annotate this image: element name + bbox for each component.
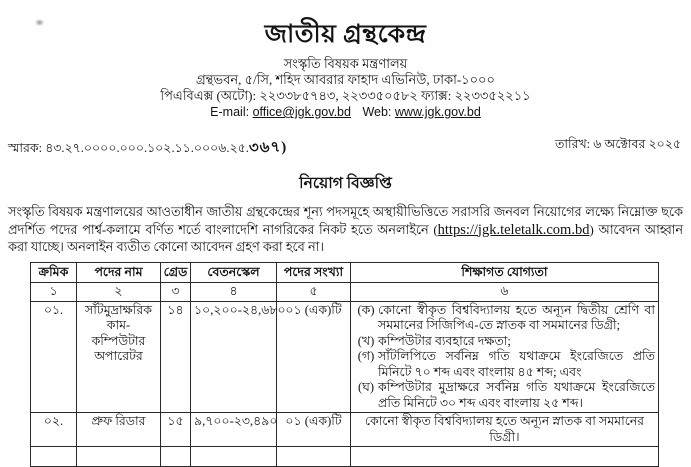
org-ministry: সংস্কৃতি বিষয়ক মন্ত্রণালয় [0,56,691,72]
website-link[interactable]: www.jgk.gov.bd [395,105,481,119]
table-header-row [31,262,659,283]
org-contact-line [0,104,691,120]
table-column-number-row [31,283,659,302]
qualification-text: কম্পিউটার ব্যবহারে দক্ষতা; [378,334,655,350]
row2-grade: ১৫ [161,413,191,447]
col-header-serial: ক্রমিক [31,262,77,283]
col-number-3: ৩ [161,283,191,302]
row1-num-posts: ০১ (এক)টি [277,301,351,413]
notice-heading: নিয়োগ বিজ্ঞপ্তি [0,171,691,197]
intro-text-after-link: ) আবেদন আহ্বান করা যাচ্ছে। অনলাইন ব্যতীত কোনো আবেদন গ্রহণ করা হবে না। [8,223,683,255]
org-title: জাতীয় গ্রন্থকেন্দ্র [0,22,691,47]
org-address: গ্রন্থভবন, ৫/সি, শহিদ আবরার ফাহাদ এভিনিউ, ঢাকা-১০০০ [0,72,691,88]
table-row [31,413,659,447]
col-header-pay-scale: বেতনস্কেল [191,262,277,283]
row1-serial: ০১. [31,301,77,413]
web-label: Web: [362,105,391,119]
row2-num-posts: ০১ (এক)টি [277,413,351,447]
row2-qualification: কোনো স্বীকৃত বিশ্ববিদ্যালয় হতে অন্যূন স্নাতক বা সমমানের ডিগ্রী। [351,413,659,447]
row1-qualifications [351,301,659,413]
vacancy-table [30,262,659,467]
row1-grade: ১৪ [161,301,191,413]
qualification-label: (ক) [354,303,378,334]
qualification-item [354,303,655,334]
qualification-text: সাঁটলিপিতে সর্বনিম্ন গতি যথাক্রমে ইংরেজিতে প্রতি মিনিটে ৭০ শব্দ এবং বাংলায় ৪৫ শব্দ; এবং [378,349,655,380]
qualification-label: (খ) [354,334,378,350]
memo-label: স্মারক: [8,141,42,155]
email-label: E-mail: [210,105,249,119]
col-number-5: ৫ [277,283,351,302]
qualification-label: (গ) [354,349,378,380]
col-number-4: ৪ [191,283,277,302]
org-phone-fax: পিএবিএক্স (অটো): ২২৩৩৮৫৭৪৩, ২২৩৩৫০৫৮২ ফ্যাক্স: ২২৩৩৫২২১১ [0,88,691,104]
col-header-grade: গ্রেড [161,262,191,283]
notice-date: তারিখ: ৬ অক্টোবর ২০২৫ [555,136,681,161]
col-number-2: ২ [77,283,161,302]
email-link[interactable]: office@jgk.gov.bd [253,105,351,119]
reference-row [0,136,691,161]
row2-post-name: প্রুফ রিডার [77,413,161,447]
qualification-item [354,334,655,350]
application-url-link[interactable]: https://jgk.teletalk.com.bd [438,222,590,238]
qualification-item [354,349,655,380]
qualification-item [354,380,655,411]
table-row [31,301,659,413]
memo-number-handwritten: ৩৬৭) [248,135,287,161]
intro-text-before-link: সংস্কৃতি বিষয়ক মন্ত্রণালয়ের আওতাধীন জাতীয় গ্রন্থকেন্দ্রের শূন্য পদসমূহে অস্থায়ীভিত্তিতে সরাসরি জনবল নিয়োগের লক্ষ্যে নিম্নোক্ত ছকে প্রদর্শিত পদের পার্শ্ব-কলামে বর্ণিত শর্তে বাংলাদেশি নাগরিকের নিকট হতে অনলাইনে ( [8,205,683,237]
row2-serial: ০২. [31,413,77,447]
intro-paragraph [8,204,683,257]
qualification-text: কোনো স্বীকৃত বিশ্ববিদ্যালয় হতে অন্যূন দ্বিতীয় শ্রেণি বা সমমানের সিজিপিএ-তে স্নাতক বা সমমানের ডিগ্রী; [378,303,655,334]
col-header-post-name: পদের নাম [77,262,161,283]
scan-artifact [35,19,44,26]
row1-pay-scale: ১০,২০০-২৪,৬৮০ [191,301,277,413]
memo-number-printed: ৪৩.২৭.০০০০.০০০.১০২.১১.০০০৬.২৫. [45,141,249,155]
qualification-text: কম্পিউটার মুদ্রাক্ষরে সর্বনিম্ন গতি যথাক্রমে ইংরেজিতে প্রতি মিনিটে ৩০ শব্দ এবং বাংলায় ২৫ শব্দ। [378,380,655,411]
col-number-6: ৬ [351,283,659,302]
col-header-num-posts: পদের সংখ্যা [277,262,351,283]
letterhead [0,0,691,120]
col-header-qualification: শিক্ষাগত যোগ্যতা [351,262,659,283]
row1-post-name: সাঁটমুদ্রাক্ষরিক কাম-কম্পিউটার অপারেটর [77,301,161,413]
table-row-clipped [31,447,659,467]
col-number-1: ১ [31,283,77,302]
row2-pay-scale: ৯,৭০০-২৩,৪৯০ [191,413,277,447]
qualification-label: (ঘ) [354,380,378,411]
memo-number [8,136,287,161]
